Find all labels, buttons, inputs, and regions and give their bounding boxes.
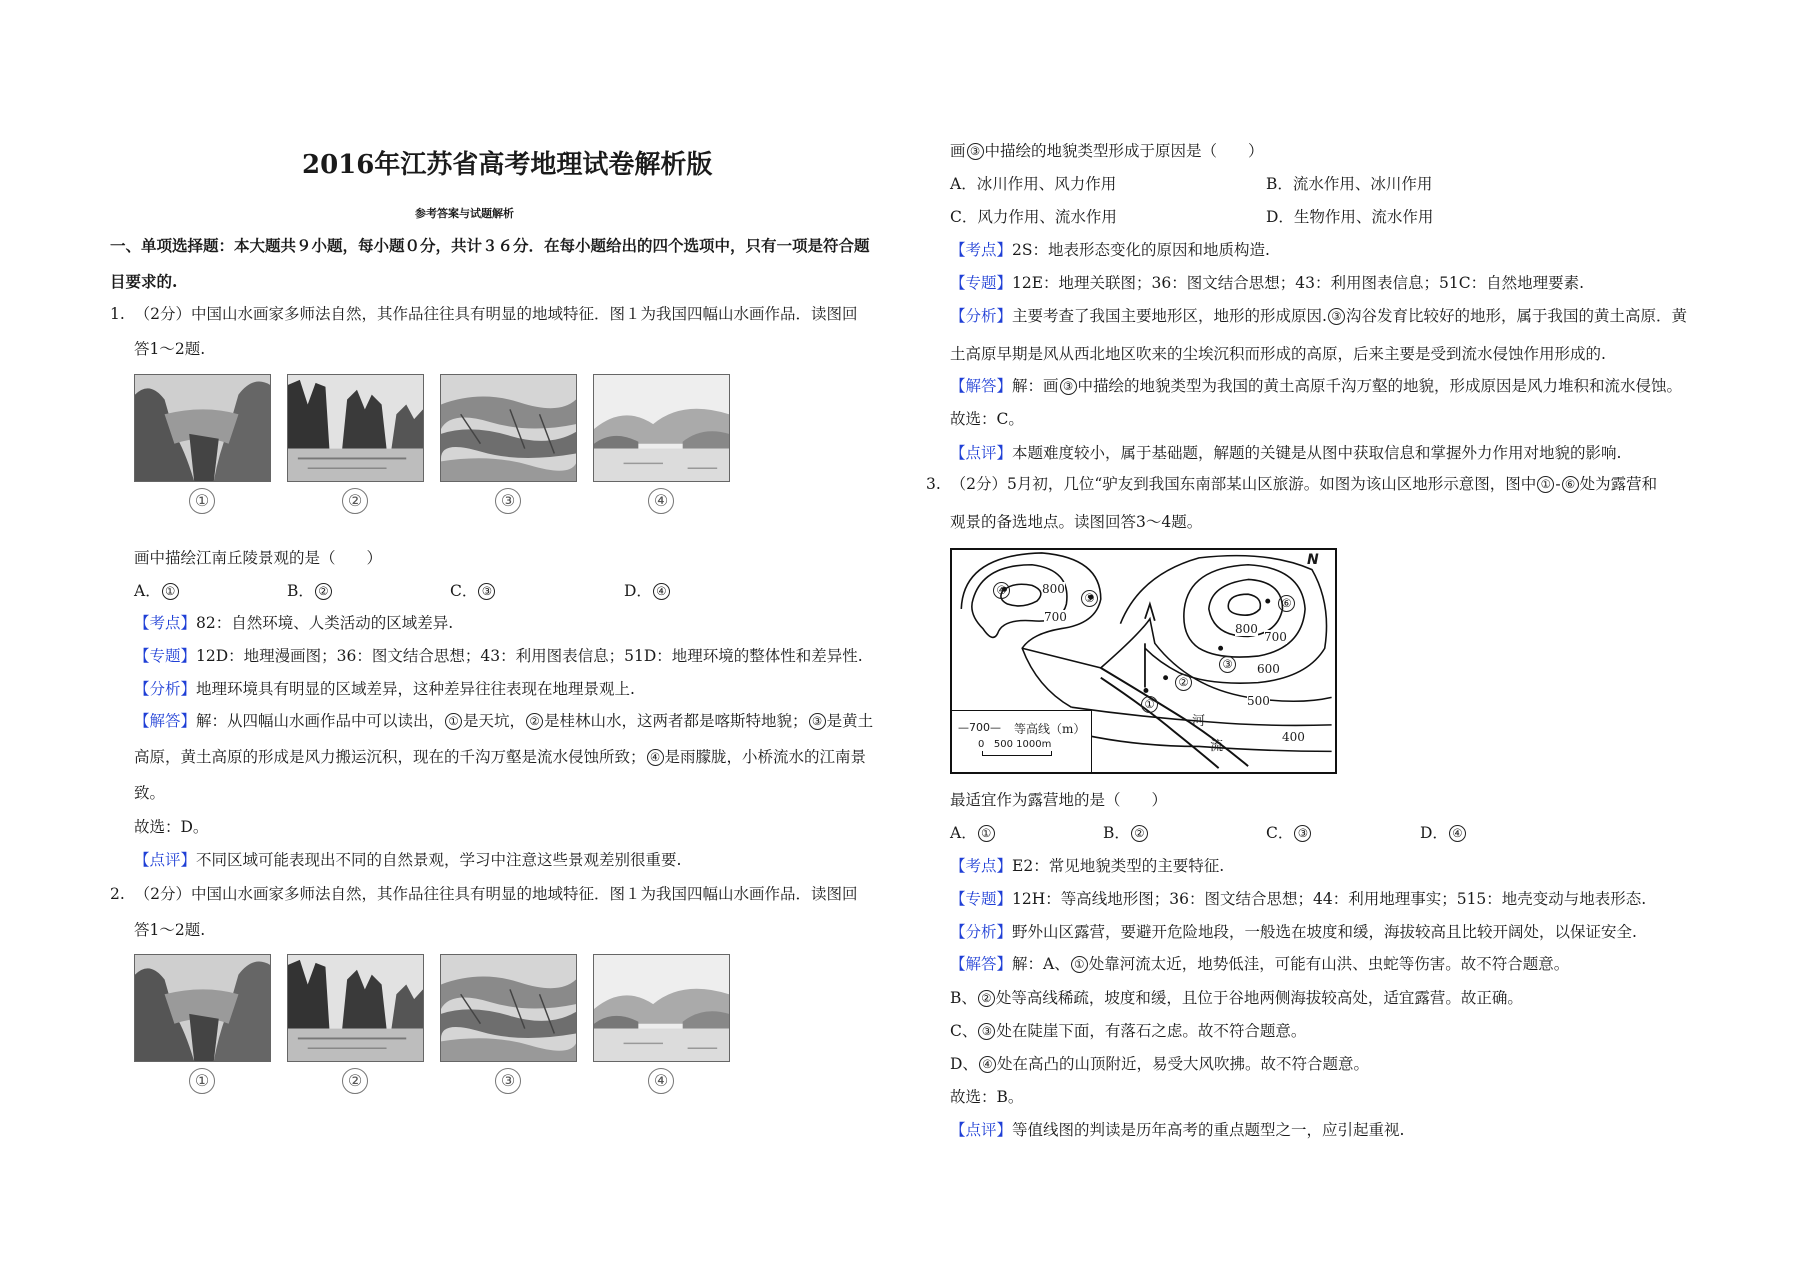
- painting-jiangnan-hills: [593, 374, 730, 482]
- q3-zhuanti: 【专题】12H：等高线地形图；36：图文结合思想；44：利用地理事实；515：地壳变动与地表形态.: [950, 890, 1647, 908]
- q2-stem-cont: 答1～2题.: [134, 921, 206, 939]
- painting-label-2b: ②: [342, 1068, 368, 1094]
- q3-stem: 3. （2分）5月初，几位“驴友到我国东南部某山区旅游。如图为该山区地形示意图，图中 ① - ⑥ 处为露营和: [926, 475, 1658, 493]
- q1-fenxi: 【分析】地理环境具有明显的区域差异，这种差异往往表现在地理景观上.: [134, 680, 635, 698]
- q3-question: 最适宜作为露营地的是（ ）: [950, 791, 1168, 809]
- painting-guilin-2: [287, 954, 424, 1062]
- contour-label-500: 500: [1247, 694, 1270, 708]
- q3-jieda-a: 【解答】解：A、 ① 处靠河流太近，地势低洼，可能有山洪、虫蛇等伤害。故不符合题意。: [950, 955, 1570, 973]
- q1-stem: 1. （2分）中国山水画家多师法自然，其作品往往具有明显的地域特征．图１为我国四幅山水画作品．读图回: [110, 305, 858, 323]
- q2-zhuanti: 【专题】12E：地理关联图；36：图文结合思想；43：利用图表信息；51C：自然地理要素.: [950, 274, 1585, 292]
- q1-option-b: B． ②: [287, 581, 333, 601]
- q2-option-d: D．生物作用、流水作用: [1266, 208, 1434, 226]
- section-heading: 一、单项选择题：本大题共９小题，每小题０分，共计３６分．在每小题给出的四个选项中，只有一项是符合题: [110, 236, 870, 255]
- map-point-4: ④: [993, 582, 1010, 599]
- painting-label-1: ①: [189, 488, 215, 514]
- q1-number: 1.: [110, 305, 125, 323]
- painting-label-4: ④: [648, 488, 674, 514]
- q3-kaodian: 【考点】E2：常见地貌类型的主要特征.: [950, 857, 1225, 875]
- q1-jieda-cont: 高原，黄土高原的形成是风力搬运沉积，现在的千沟万壑是流水侵蚀所致； ④ 是雨朦胧，小桥流水的江南景: [134, 748, 867, 766]
- scale-label: 0 500 1000m: [978, 739, 1052, 750]
- q3-fenxi: 【分析】野外山区露营，要避开危险地段，一般选在坡度和缓，海拔较高且比较开阔处，以保证安全.: [950, 923, 1637, 941]
- q1-dianping: 【点评】不同区域可能表现出不同的自然景观，学习中注意这些景观差别很重要.: [134, 851, 682, 869]
- q2-stem: 2. （2分）中国山水画家多师法自然，其作品往往具有明显的地域特征．图１为我国四幅山水画作品．读图回: [110, 885, 858, 903]
- q1-stem-cont: 答1～2题.: [134, 340, 206, 358]
- q3-number: 3.: [926, 475, 941, 493]
- q2-fenxi: 【分析】主要考查了我国主要地形区，地形的形成原因. ③ 沟谷发育比较好的地形，属于我国的黄土高原．黄: [950, 307, 1687, 325]
- q1-jieda: 【解答】解：从四幅山水画作品中可以读出， ① 是天坑， ② 是桂林山水，这两者都是喀斯特地貌； ③ 是黄土: [134, 712, 874, 730]
- painting-label-4b: ④: [648, 1068, 674, 1094]
- page-title: 2016年江苏省高考地理试卷解析版: [302, 150, 713, 180]
- legend-contour-label: 等高线（m）: [1014, 722, 1086, 736]
- painting-label-3b: ③: [495, 1068, 521, 1094]
- q2-jieda: 【解答】解：画 ③ 中描绘的地貌类型为我国的黄土高原千沟万壑的地貌，形成原因是风力堆积和流水侵蚀。: [950, 377, 1683, 395]
- q2-kaodian: 【考点】2S：地表形态变化的原因和地质构造.: [950, 241, 1270, 259]
- q1-zhuanti: 【专题】12D：地理漫画图；36：图文结合思想；43：利用图表信息；51D：地理环境的整体性和差异性.: [134, 647, 863, 665]
- q2-fenxi-cont: 土高原早期是风从西北地区吹来的尘埃沉积而形成的高原，后来主要是受到流水侵蚀作用形成的.: [950, 345, 1606, 363]
- q2-question: 画 ③ 中描绘的地貌类型形成于原因是（ ）: [950, 142, 1264, 160]
- contour-map: [950, 548, 1337, 774]
- map-point-3: ③: [1219, 656, 1236, 673]
- q3-option-c: C． ③: [1266, 823, 1312, 843]
- painting-tiankeng-2: [134, 954, 271, 1062]
- scale-bar: [982, 751, 1052, 756]
- page-subtitle: 参考答案与试题解析: [415, 207, 514, 220]
- painting-label-1b: ①: [189, 1068, 215, 1094]
- q1-answer: 故选：D。: [134, 818, 209, 836]
- q3-option-b: B． ②: [1103, 823, 1149, 843]
- map-point-6: ⑥: [1278, 595, 1295, 612]
- q1-question: 画中描绘江南丘陵景观的是（ ）: [134, 549, 383, 567]
- q3-jieda-c: C、 ③ 处在陡崖下面，有落石之虑。故不符合题意。: [950, 1022, 1307, 1040]
- painting-tiankeng: [134, 374, 271, 482]
- painting-loess-plateau-2: [440, 954, 577, 1062]
- q3-answer: 故选：B。: [950, 1088, 1024, 1106]
- contour-label-800b: 800: [1235, 622, 1258, 636]
- q1-option-d: D． ④: [624, 581, 671, 601]
- contour-label-600: 600: [1257, 662, 1280, 676]
- q1-option-a: A． ①: [134, 581, 180, 601]
- contour-label-400: 400: [1282, 730, 1305, 744]
- north-arrow: N: [1307, 552, 1319, 568]
- q3-jieda-b: B、 ② 处等高线稀疏，坡度和缓，且位于谷地两侧海拔较高处，适宜露营。故正确。: [950, 989, 1523, 1007]
- painting-guilin: [287, 374, 424, 482]
- contour-label-800a: 800: [1042, 582, 1065, 596]
- contour-label-700b: 700: [1264, 630, 1287, 644]
- q3-jieda-d: D、 ④ 处在高凸的山顶附近，易受大风吹拂。故不符合题意。: [950, 1055, 1369, 1073]
- q1-kaodian: 【考点】82：自然环境、人类活动的区域差异.: [134, 614, 454, 632]
- painting-label-3: ③: [495, 488, 521, 514]
- q2-option-a: A．冰川作用、风力作用: [950, 175, 1117, 193]
- q3-dianping: 【点评】等值线图的判读是历年高考的重点题型之一，应引起重视.: [950, 1121, 1405, 1139]
- painting-loess-plateau: [440, 374, 577, 482]
- q3-stem-cont: 观景的备选地点。读图回答3～4题。: [950, 513, 1203, 531]
- painting-label-2: ②: [342, 488, 368, 514]
- q3-option-d: D． ④: [1420, 823, 1467, 843]
- q2-option-b: B．流水作用、冰川作用: [1266, 175, 1433, 193]
- map-legend: [952, 710, 1092, 772]
- river-label-1: 河: [1192, 714, 1206, 729]
- river-label-2: 流: [1210, 739, 1224, 754]
- map-point-1: ①: [1141, 696, 1158, 713]
- section-heading-cont: 目要求的.: [110, 272, 178, 291]
- painting-jiangnan-hills-2: [593, 954, 730, 1062]
- q2-option-c: C．风力作用、流水作用: [950, 208, 1117, 226]
- q2-dianping: 【点评】本题难度较小，属于基础题，解题的关键是从图中获取信息和掌握外力作用对地貌的影响.: [950, 444, 1622, 462]
- q2-number: 2.: [110, 885, 125, 903]
- q1-option-c: C． ③: [450, 581, 496, 601]
- camp-points: [1002, 587, 1270, 693]
- q2-answer: 故选：C。: [950, 410, 1024, 428]
- map-point-5: ⑤: [1081, 590, 1098, 607]
- contour-label-700a: 700: [1044, 610, 1067, 624]
- legend-line-sample: —700—: [958, 721, 1001, 734]
- q1-jieda-end: 致。: [134, 784, 166, 802]
- q3-option-a: A． ①: [950, 823, 996, 843]
- map-point-2: ②: [1175, 674, 1192, 691]
